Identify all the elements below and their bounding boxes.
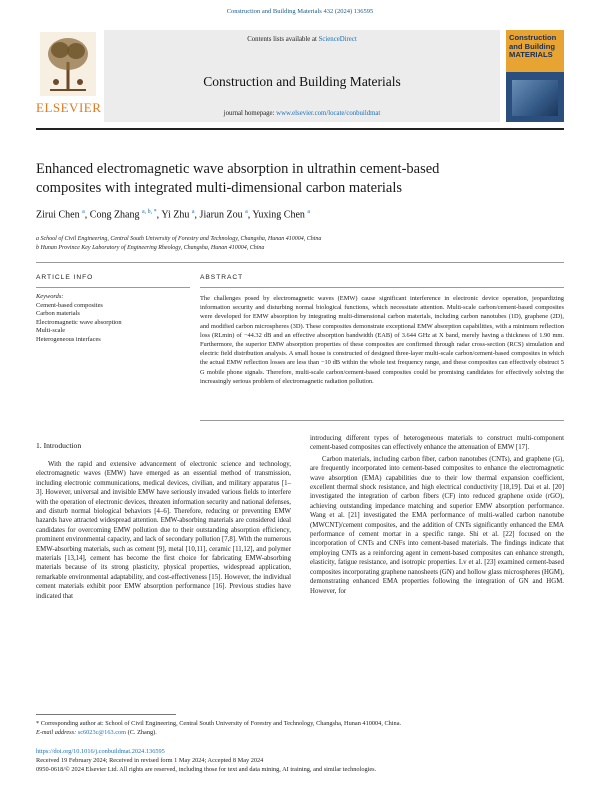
keyword-item: Cement-based composites bbox=[36, 301, 103, 309]
keyword-item: Multi-scale bbox=[36, 327, 66, 334]
introduction-left-column: With the rapid and extensive advancement of electronic science and technology, electromagnetic waves (EMW) have emerged as an essential method of transmission, including electronic communications, medical devices, civilian, and military apparatus [1–3]. However, universal and invisible EMW have seriously invaded various fields to interfere with the operation of electronic devices, threaten information security and national defenses, and disturb normal biological behaviors [4–6]. Therefore, reducing or preventing EMW hazards have attracted widespread attention. EMW-absorbing materials are considered ideal candidates for overcoming EMW pollution due to their outstanding absorption efficiency, prominent environmental capacity, and lack of secondary pollution [7,8]. With the numerous EMW-absorbing materials, such as cement [9], metal [10,11], ceramic [11,12], and polymer materials [13,14], cement has become the first choice for fabricating EMW-absorbing materials because of its strong plasticity, physical properties, widespread application, remarkable environmental adaptability, and cost-effectiveness [15]. However, the individual cement materials exhibit poor EMW absorption performance [16]. Previous studies have indicated that bbox=[36, 461, 291, 600]
journal-cover[interactable] bbox=[506, 30, 564, 122]
keyword-item: Heterogeneous interfaces bbox=[36, 335, 101, 343]
corresponding-author-note: * Corresponding author at: School of Civil Engineering, Central South University of Forestry and Technology, Changsha, Hunan 410004, China. bbox=[36, 720, 402, 727]
email-line bbox=[36, 729, 157, 736]
affiliation-b: b Hunan Province Key Laboratory of Engineering Rheology, Changsha, Hunan 410004, China bbox=[36, 245, 265, 251]
contents-line bbox=[104, 36, 500, 43]
author-name[interactable]: Yi Zhu bbox=[161, 209, 190, 221]
affiliation-a: a School of Civil Engineering, Central South University of Forestry and Technology, Changsha, Hunan 410004, China bbox=[36, 236, 322, 242]
sciencedirect-link[interactable]: ScienceDirect bbox=[318, 36, 357, 43]
elsevier-tree-icon bbox=[40, 32, 96, 96]
journal-reference[interactable]: Construction and Building Materials 432 (2024) 136595 bbox=[226, 8, 374, 15]
contents-prefix: Contents lists available at bbox=[247, 36, 319, 43]
email-link[interactable]: sc6023c@163.com bbox=[77, 729, 127, 736]
cover-title: Construction and Building MATERIALS bbox=[509, 33, 557, 60]
header-rule bbox=[36, 128, 564, 130]
homepage-line bbox=[104, 110, 500, 117]
article-info-heading: ARTICLE INFO bbox=[36, 274, 94, 281]
introduction-right-column bbox=[310, 434, 564, 596]
keyword-item: Electromagnetic wave absorption bbox=[36, 318, 122, 326]
author-sup[interactable]: a, b, * bbox=[142, 209, 157, 215]
intro-paragraph: introducing different types of heterogeneous materials to construct multi-component cement-based composites can effectively enhance the attenuation of EMW [17]. bbox=[310, 435, 564, 452]
author-list: Zirui Chen $^a$, Cong Zhang $^{a, b, *}$, Yi Zhu $^a$, Jiarun Zou $^a$, Yuxing Chen $^a$ bbox=[36, 209, 311, 221]
paper-title: Enhanced electromagnetic wave absorption in ultrathin cement-based composites with integrated multi-dimensional carbon materials bbox=[36, 161, 440, 196]
received-dates: Received 19 February 2024; Received in revised form 1 May 2024; Accepted 8 May 2024 bbox=[36, 757, 264, 764]
doi-link[interactable]: https://doi.org/10.1016/j.conbuildmat.2024.136595 bbox=[36, 748, 165, 755]
elsevier-wordmark: ELSEVIER bbox=[36, 100, 102, 115]
author-name[interactable]: Jiarun Zou bbox=[199, 209, 243, 221]
elsevier-logo[interactable] bbox=[36, 30, 100, 122]
author-sup[interactable]: a bbox=[245, 209, 248, 215]
author-sup[interactable]: a bbox=[82, 209, 85, 215]
email-suffix: (C. Zhang). bbox=[126, 729, 157, 736]
copyright-line: 0950-0618/© 2024 Elsevier Ltd. All rights are reserved, including those for text and data mining, AI training, and similar technologies. bbox=[36, 766, 377, 773]
introduction-heading: 1. Introduction bbox=[36, 441, 82, 450]
author-name[interactable]: Yuxing Chen bbox=[252, 209, 305, 221]
author-sup[interactable]: a bbox=[191, 209, 195, 215]
journal-title: Construction and Building Materials bbox=[203, 74, 401, 89]
homepage-link[interactable]: www.elsevier.com/locate/conbuildmat bbox=[276, 110, 381, 117]
author-name[interactable]: Cong Zhang bbox=[89, 209, 140, 221]
journal-header bbox=[104, 30, 500, 122]
abstract-end-rule bbox=[200, 420, 564, 421]
keywords-label: Keywords: bbox=[36, 293, 64, 300]
abstract-rule bbox=[200, 287, 564, 288]
email-label: E-mail address: bbox=[36, 729, 78, 736]
abstract-text: The challenges posed by electromagnetic waves (EMW) cause significant interference in electronic device operation, jeopardizing information security and disturbing normal biological functions, which necessitate attention. Multi-scale carbon/cement-based composites were developed for EMW absorption by integrating multi-dimensional carbon materials, including carbon nanotubes (1D), graphene (2D), and modified carbon microspheres (3D). These composites demonstrate exceptional EMW absorption capabilities, with a minimum reflection loss (RLmin) of −44.32 dB and an effective absorption bandwidth (EAB) of 3.644 GHz at X band, merely having a thickness of 1.90 mm. Furthermore, the superior EMW absorption properties of these composites are confirmed through radar cross-section (RCS) simulation and electric field distribution analysis. A small house is constructed of designed three-layer multi-scale carbon/cement-based composites in which the actual EMW reflection losses are less than −10 dB within the whole test frequency range, and these composites can effectively obstruct 5 G mobile phone signals. Therefore, multi-scale carbon/cement-based composites could be promising candidates for effectively solving the increasingly serious problem of electromagnetic radiation pollution. bbox=[200, 295, 564, 385]
abstract-heading: ABSTRACT bbox=[200, 274, 244, 281]
cover-image bbox=[512, 80, 558, 116]
affiliation-rule bbox=[36, 262, 564, 263]
keyword-item: Carbon materials bbox=[36, 310, 80, 317]
intro-paragraph: Carbon materials, including carbon fiber, carbon nanotubes (CNTs), and graphene (G), are frequently incorporated into cement-based composites to enhance the electromagnetic wave absorption (EMA) capabilities due to their low thermal expansion coefficient, excellent thermal shock resistance, and high electrical conductivity [18,19]. Dai et al. [20] investigated the integration of carbon fibers (CF) into reduced graphene oxide (rGO), achieving outstanding impedance matching and superior EMW absorption performance. Wang et al. [21] investigated the EMA performance of multi-walled carbon nanotube (MWCNT)/cement composites, and the addition of CNTs significantly enhanced the EMA performance of cement mortar in a specific range. Shi et al. [22] focused on the incorporation of CNTs and CNFs into cement-based materials. The findings indicate that employing CNTs as a reinforcing agent in cement-based composites can enhance strength, elasticity, fatigue resistance, and isotropic properties. Lv et al. [23] examined cement-based composites incorporating graphene nanosheets (GN) and hollow glass microspheres (HGM), demonstrating enhanced EMA properties following the integration of GN and HGM. However, for bbox=[310, 455, 564, 595]
homepage-prefix: journal homepage: bbox=[223, 110, 277, 117]
footnote-rule bbox=[36, 714, 176, 715]
article-info-rule bbox=[36, 287, 190, 288]
author-sup[interactable]: a bbox=[307, 209, 311, 215]
keywords-block bbox=[36, 293, 190, 344]
author-name[interactable]: Zirui Chen bbox=[36, 209, 80, 221]
